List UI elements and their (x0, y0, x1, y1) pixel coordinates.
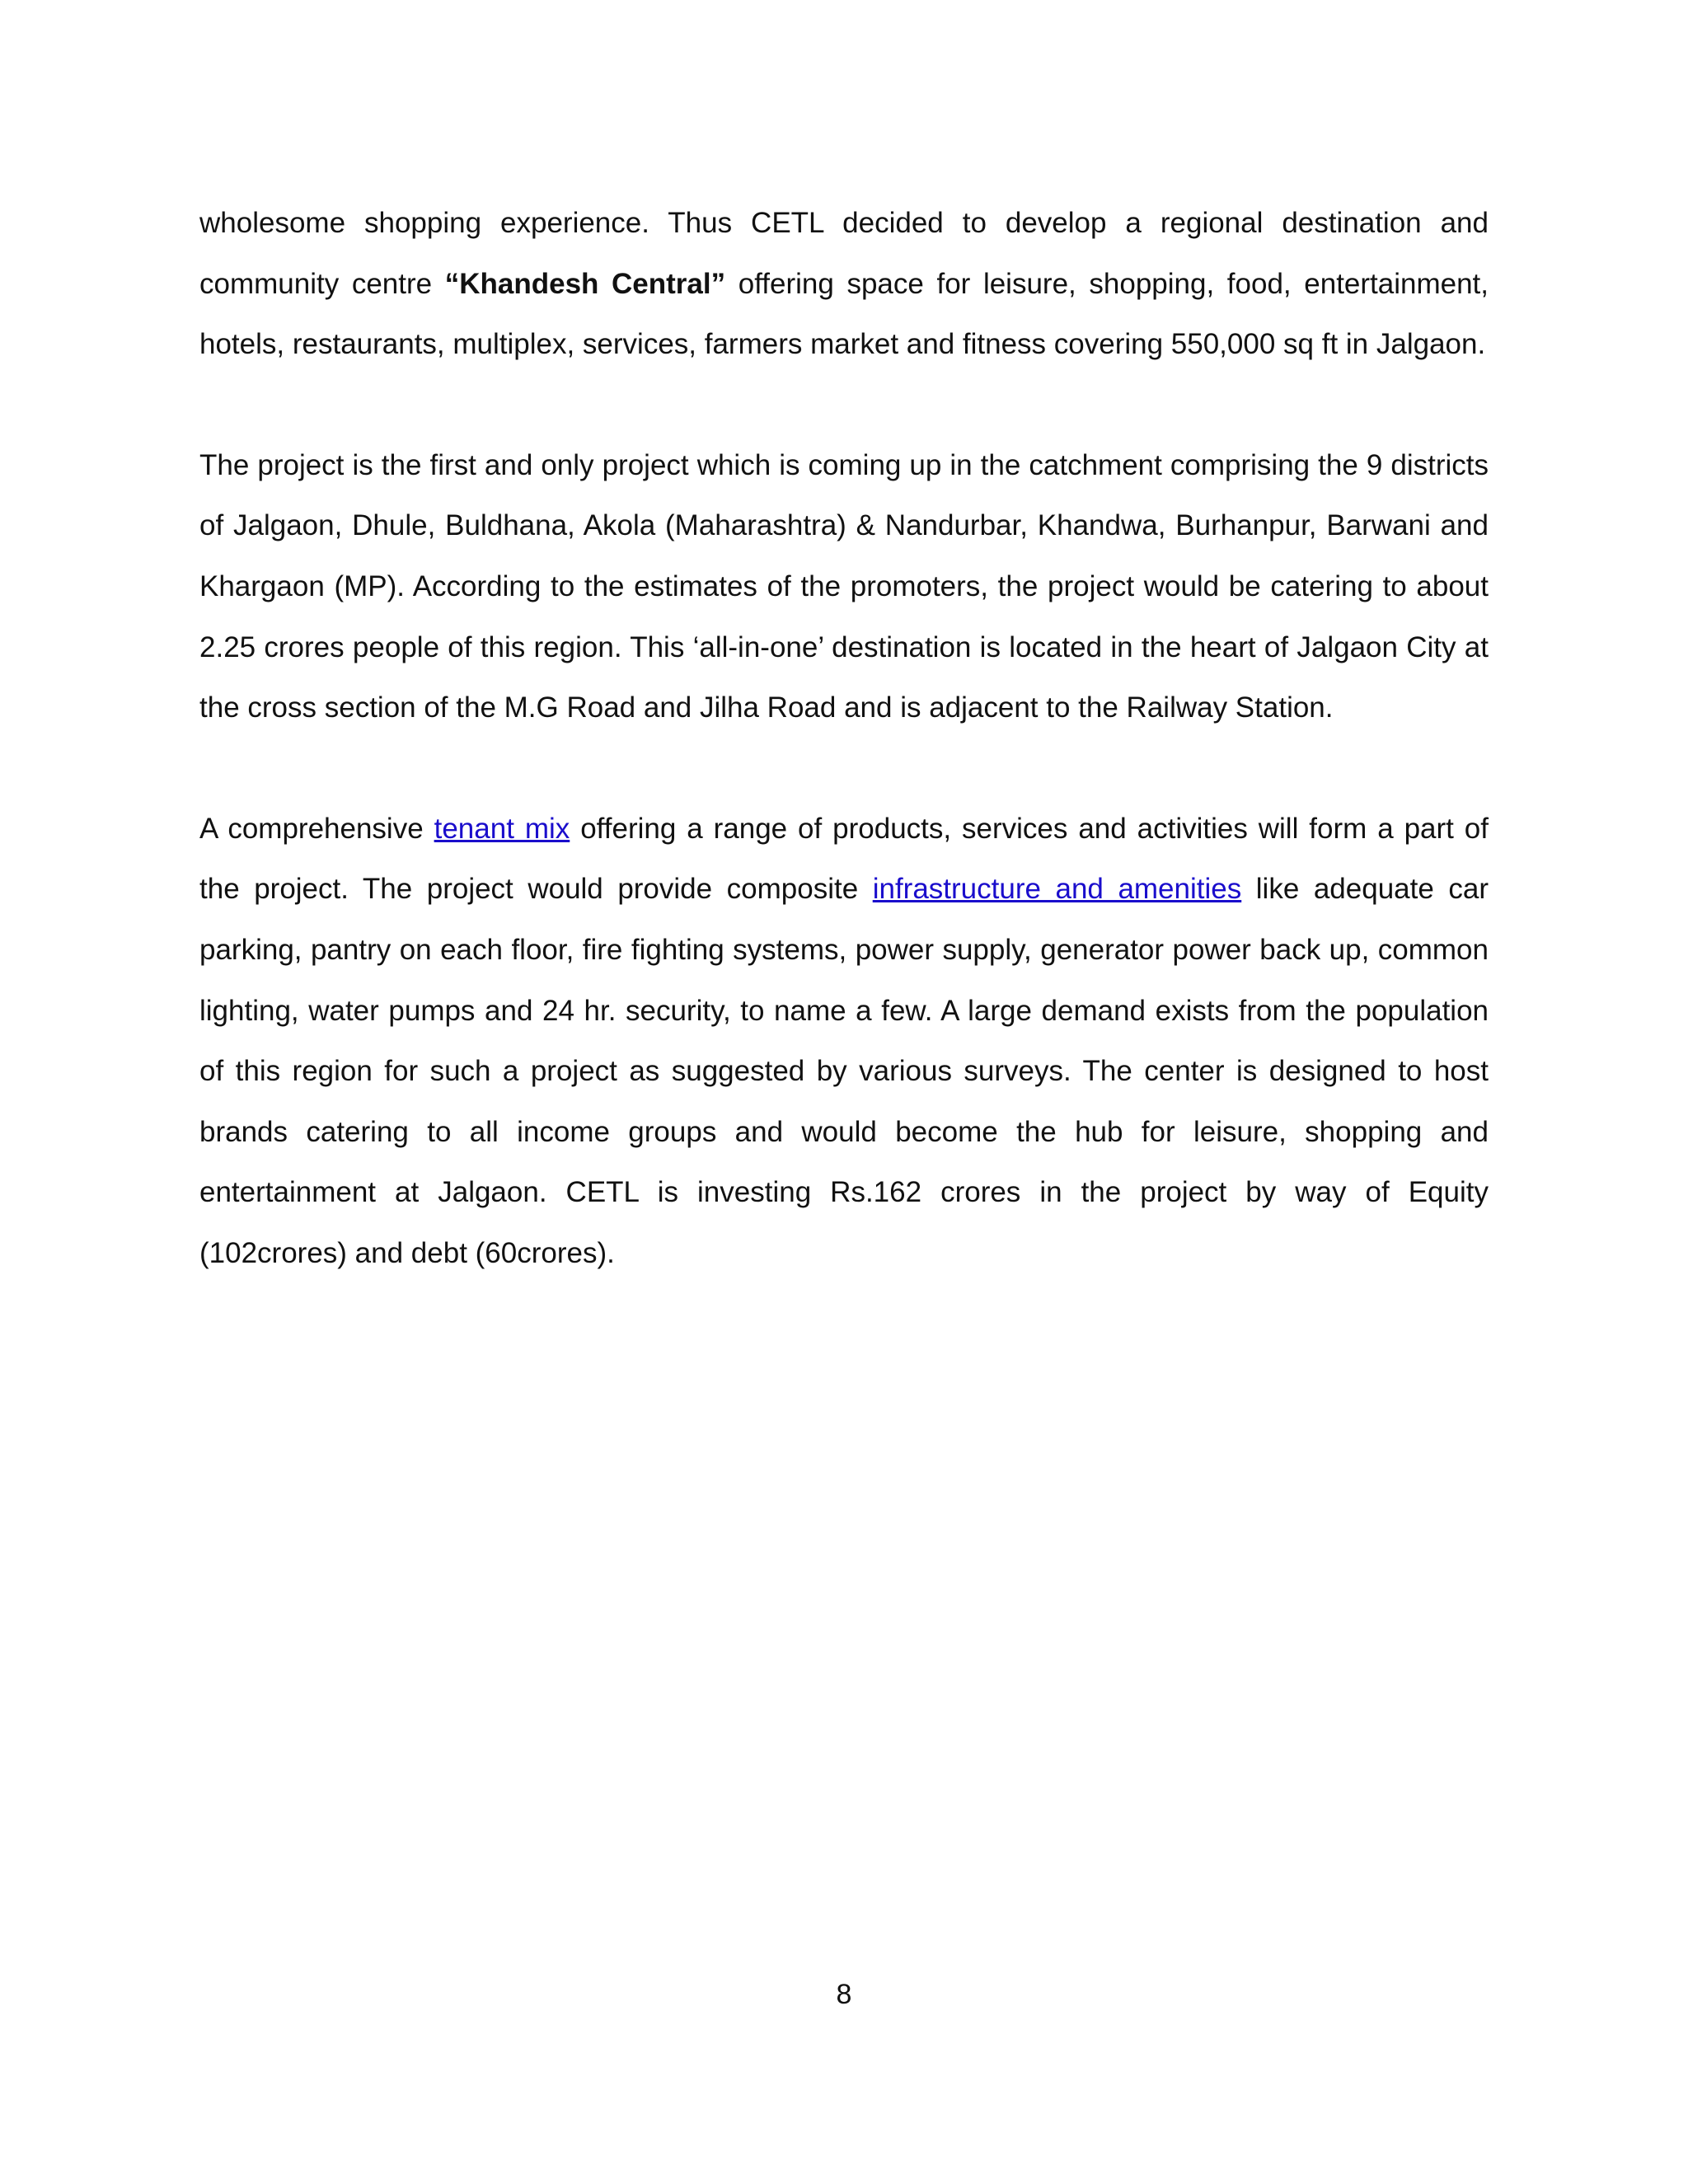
text-run: wholesome shopping experience. Thus CETL decided to develop a regional destination and community centre (199, 207, 1489, 300)
text-run: A comprehensive (199, 812, 434, 845)
infrastructure-amenities-link[interactable]: infrastructure and amenities (872, 873, 1242, 906)
tenant-mix-link[interactable]: tenant mix (434, 812, 570, 845)
project-name-bold: “Khandesh Central” (444, 267, 726, 300)
paragraph-catchment (199, 435, 1489, 738)
text-run: like adequate car parking, pantry on each floor, fire fighting systems, power supply, generator power back up, common lighting, water pumps and 24 hr. security, to name a few. A large demand exists from the population of this region for such a project as suggested by various surveys. The center is designed to host brands catering to all income groups and would become the hub for leisure, shopping and entertainment at Jalgaon. CETL is investing Rs.162 crores in the project by way of Equity (102crores) and debt (60crores). (199, 873, 1489, 1269)
page-number: 8 (836, 1979, 852, 2010)
paragraph-tenant-mix (199, 799, 1489, 1284)
text-run: offering a range of products, services and activities will form a part of the project. The project would provide composite (199, 812, 1489, 906)
body-text (199, 193, 1489, 1284)
text-run: The project is the first and only project which is coming up in the catchment comprising the 9 districts of Jalgaon, Dhule, Buldhana, Akola (Maharashtra) & Nandurbar, Khandwa, Burhanpur, Barwani and Khargaon (MP). According to the estimates of the promoters, the project would be catering to about 2.25 crores people of this region. This ‘all-in-one’ destination is located in the heart of Jalgaon City at the cross section of the M.G Road and Jilha Road and is adjacent to the Railway Station. (199, 448, 1489, 724)
paragraph-khandesh-central (199, 193, 1489, 375)
text-run: offering space for leisure, shopping, food, entertainment, hotels, restaurants, multiplex, services, farmers market and fitness covering 550,000 sq ft in Jalgaon. (199, 267, 1489, 361)
